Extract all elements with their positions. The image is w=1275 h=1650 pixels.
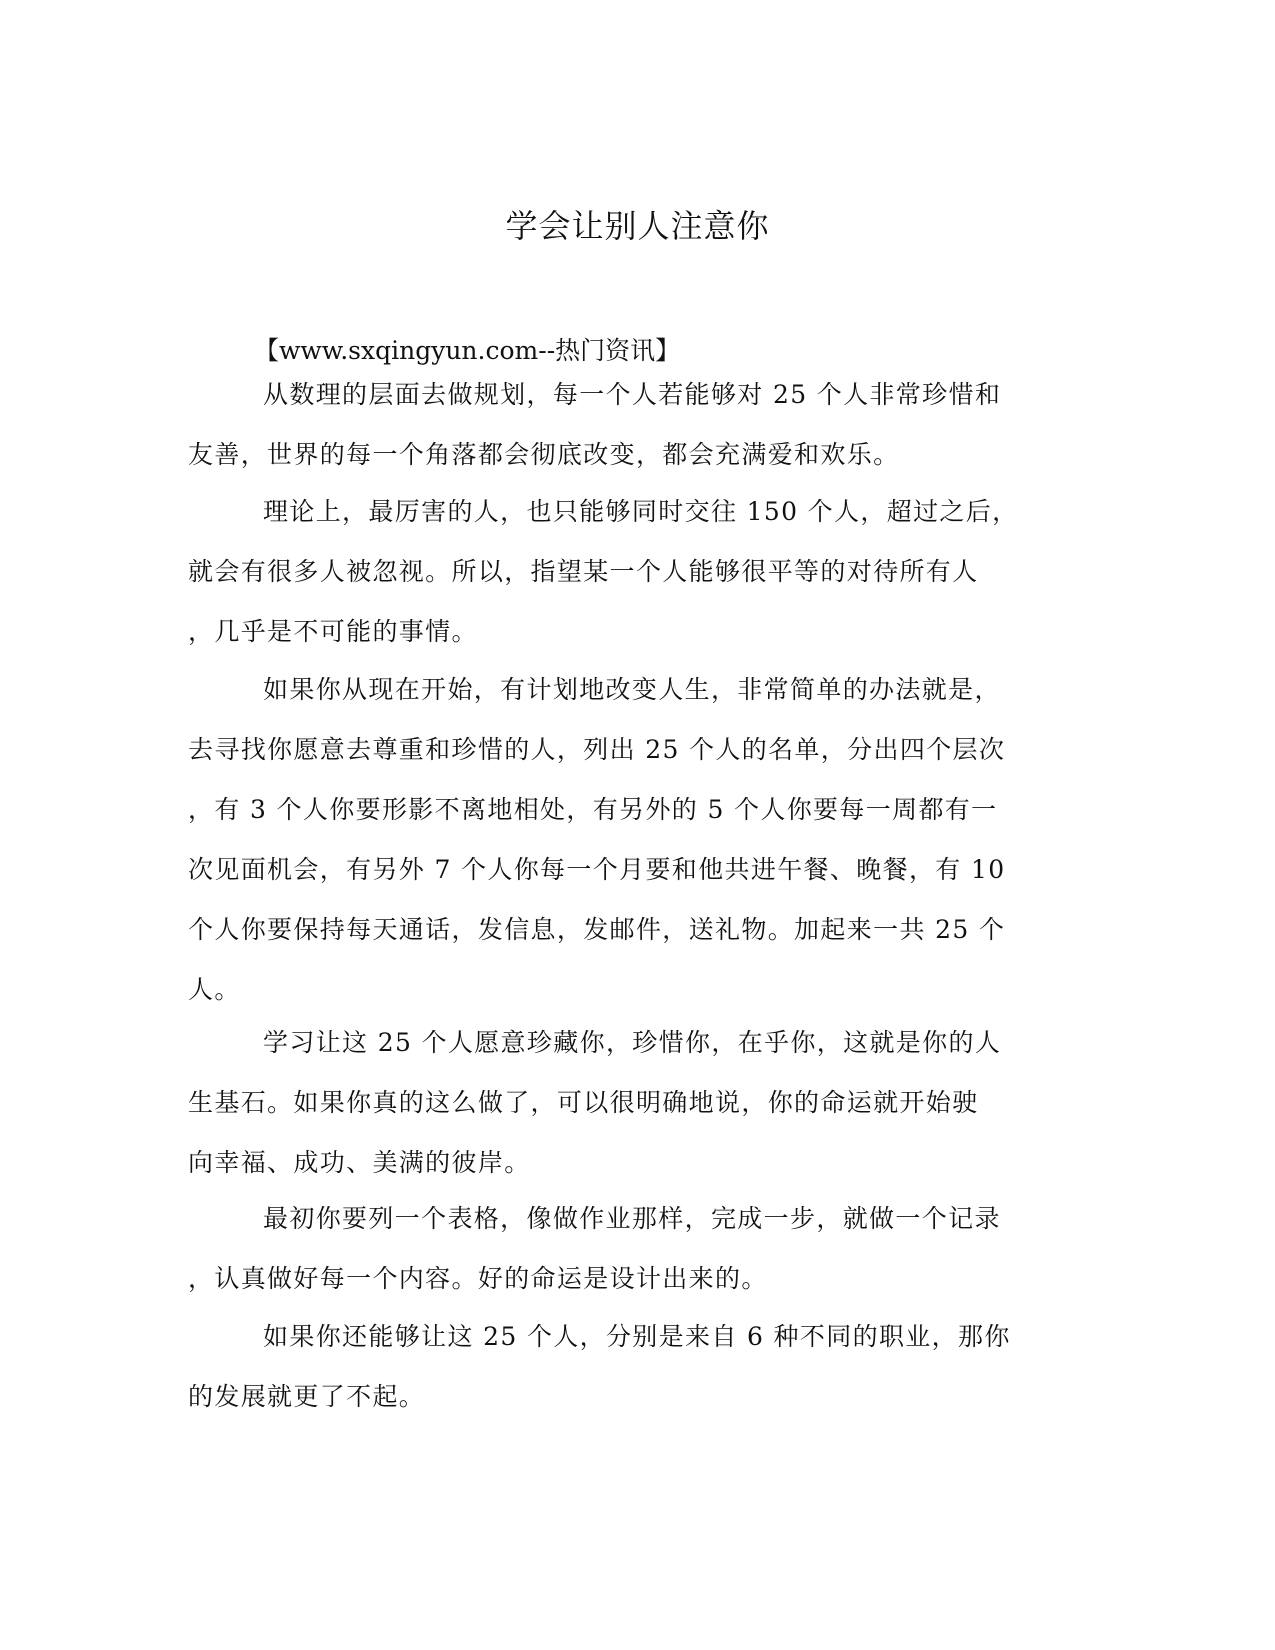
paragraph-line: 的发展就更了不起。 (188, 1382, 426, 1411)
paragraph-line: 理论上，最厉害的人，也只能够同时交往 150 个人，超过之后， (263, 497, 1019, 526)
paragraph-line: ，认真做好每一个内容。好的命运是设计出来的。 (188, 1264, 768, 1293)
paragraph-line: 从数理的层面去做规划，每一个人若能够对 25 个人非常珍惜和 (263, 380, 1002, 409)
paragraph-line: 如果你从现在开始，有计划地改变人生，非常简单的办法就是， (263, 675, 1001, 704)
paragraph-line: 人。 (188, 975, 241, 1004)
paragraph-line: 去寻找你愿意去尊重和珍惜的人，列出 25 个人的名单，分出四个层次 (188, 735, 1006, 764)
paragraph-2 (188, 494, 1088, 674)
paragraph-5 (188, 1201, 1088, 1321)
source-tag: 【www.sxqingyun.com--热门资讯】 (254, 336, 681, 365)
document-title: 学会让别人注意你 (505, 207, 770, 245)
paragraph-line: 如果你还能够让这 25 个人，分别是来自 6 种不同的职业，那你 (263, 1322, 1011, 1351)
paragraph-line: ，几乎是不可能的事情。 (188, 617, 478, 646)
paragraph-6 (188, 1319, 1088, 1439)
paragraph-line: 向幸福、成功、美满的彼岸。 (188, 1148, 531, 1177)
paragraph-line: 就会有很多人被忽视。所以，指望某一个人能够很平等的对待所有人 (188, 557, 979, 586)
paragraph-line: 次见面机会，有另外 7 个人你每一个月要和他共进午餐、晚餐，有 10 (188, 855, 1006, 884)
paragraph-line: 生基石。如果你真的这么做了，可以很明确地说，你的命运就开始驶 (188, 1088, 979, 1117)
paragraph-line: 学习让这 25 个人愿意珍藏你，珍惜你，在乎你，这就是你的人 (263, 1028, 1002, 1057)
paragraph-1 (188, 377, 1088, 497)
paragraph-line: 最初你要列一个表格，像做作业那样，完成一步，就做一个记录 (263, 1204, 1001, 1233)
paragraph-line: 友善，世界的每一个角落都会彻底改变，都会充满爱和欢乐。 (188, 440, 900, 469)
paragraph-4 (188, 1025, 1088, 1205)
paragraph-line: ，有 3 个人你要形影不离地相处，有另外的 5 个人你要每一周都有一 (188, 795, 998, 824)
paragraph-line: 个人你要保持每天通话，发信息，发邮件，送礼物。加起来一共 25 个 (188, 915, 1006, 944)
paragraph-3 (188, 672, 1088, 1032)
